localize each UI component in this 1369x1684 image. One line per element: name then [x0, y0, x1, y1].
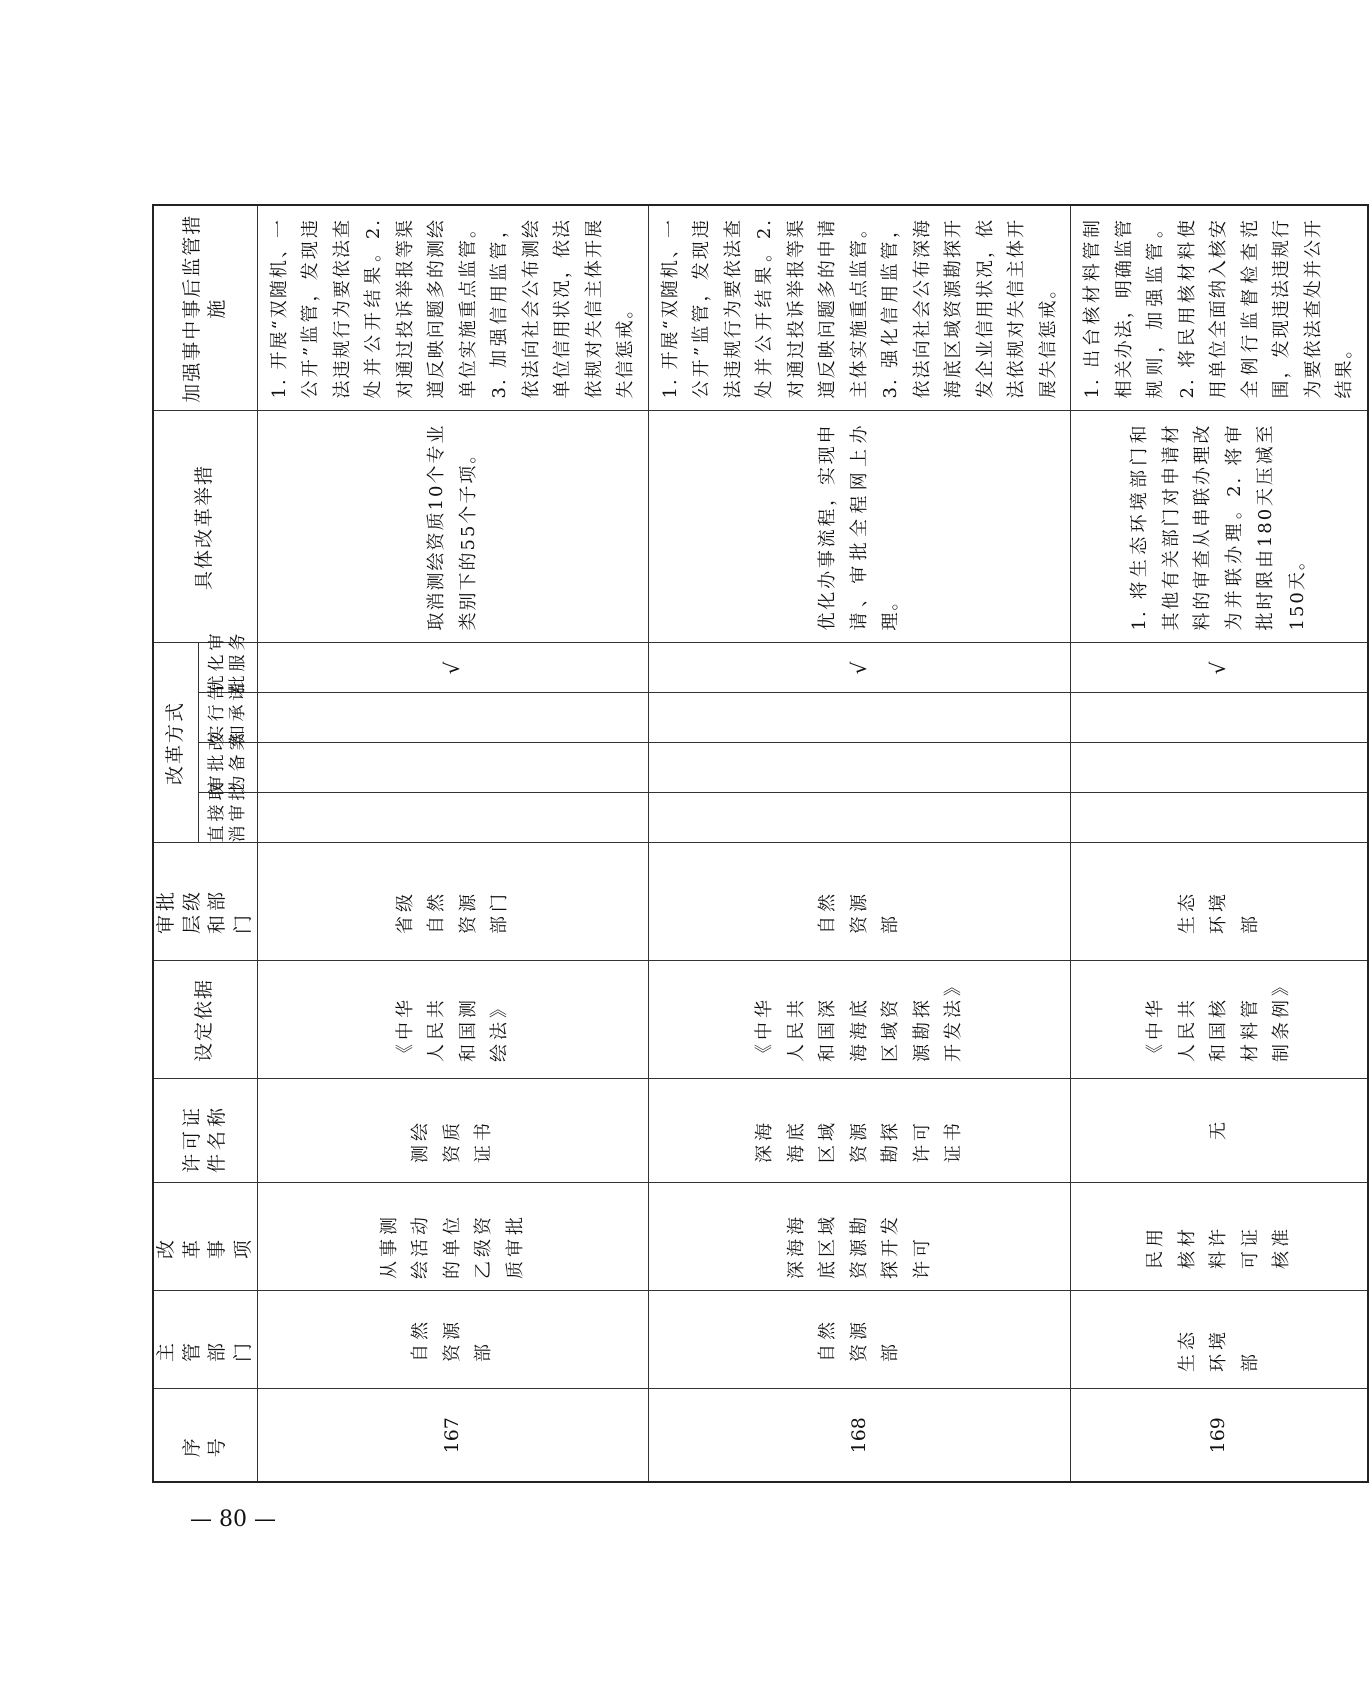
rotated-table-container: [152, 206, 1356, 1483]
header-method-record: 审批改为备案: [199, 743, 258, 793]
row-item: 从事测绘活动的单位乙级资质审批: [257, 1183, 648, 1291]
row-seq: 167: [257, 1389, 648, 1482]
row-basis: 《中华人民共和国深海海底区域资源勘探开发法》: [648, 961, 1071, 1079]
row-mark-optimize: √: [257, 643, 648, 693]
row-level: 自然资源部: [648, 843, 1071, 961]
header-seq: 序号: [153, 1389, 257, 1482]
row-level: 生态环境部: [1071, 843, 1368, 961]
row-mark-cancel: [1071, 793, 1368, 843]
row-mark-cancel: [648, 793, 1071, 843]
table-row: [1071, 205, 1368, 1482]
page-number: — 80 —: [190, 1507, 276, 1532]
row-supervision: 1. 出台核材料管制相关办法，明确监管规则，加强监管。2. 将民用核材料使用单位全面纳入核安全例行监督检查范围，发现违法违规行为要依法查处并公开结果。: [1071, 205, 1368, 411]
header-item: 改革事项: [153, 1183, 257, 1291]
row-measures: 取消测绘资质10个专业类别下的55个子项。: [257, 411, 648, 643]
table-row: [648, 205, 1071, 1482]
row-level: 省级自然资源部门: [257, 843, 648, 961]
row-basis: 《中华人民共和国测绘法》: [257, 961, 648, 1079]
row-license: 测绘资质证书: [257, 1079, 648, 1183]
row-mark-optimize: √: [648, 643, 1071, 693]
row-license: 深海海底区域资源勘探许可证书: [648, 1079, 1071, 1183]
row-mark-cancel: [257, 793, 648, 843]
row-supervision: 1. 开展“双随机、一公开”监管，发现违法违规行为要依法查处并公开结果。2. 对通过投诉举报等渠道反映问题多的申请主体实施重点监管。3. 强化信用监管，依法向社会公布深海海底区域资源勘探开发企业信用状况，依法依规对失信主体开展失信惩戒。: [648, 205, 1071, 411]
row-item: 民用核材料许可证核准: [1071, 1183, 1368, 1291]
row-seq: 168: [648, 1389, 1071, 1482]
row-seq: 169: [1071, 1389, 1368, 1482]
row-mark-commit: [648, 693, 1071, 743]
row-dept: 生态环境部: [1071, 1291, 1368, 1389]
row-mark-commit: [1071, 693, 1368, 743]
header-supervision: 加强事中事后监管措施: [153, 205, 257, 411]
header-method-optimize: 优化审批服务: [199, 643, 258, 693]
row-mark-record: [257, 743, 648, 793]
row-measures: 1. 将生态环境部门和其他有关部门对申请材料的审查从串联办理改为并联办理。2. 将审批时限由180天压减至150天。: [1071, 411, 1368, 643]
row-dept: 自然资源部: [648, 1291, 1071, 1389]
header-method: 改革方式: [153, 643, 199, 843]
row-mark-commit: [257, 693, 648, 743]
row-mark-record: [648, 743, 1071, 793]
row-dept: 自然资源部: [257, 1291, 648, 1389]
row-mark-optimize: √: [1071, 643, 1368, 693]
row-supervision: 1. 开展“双随机、一公开”监管，发现违法违规行为要依法查处并公开结果。2. 对通过投诉举报等渠道反映问题多的测绘单位实施重点监管。3. 加强信用监管，依法向社会公布测绘单位信用状况，依法依规对失信主体开展失信惩戒。: [257, 205, 648, 411]
table-row: [257, 205, 648, 1482]
row-measures: 优化办事流程，实现申请、审批全程网上办理。: [648, 411, 1071, 643]
row-mark-record: [1071, 743, 1368, 793]
header-level: 审批层级和部门: [153, 843, 257, 961]
header-method-commit: 实行告知承诺: [199, 693, 258, 743]
row-item: 深海海底区域资源勘探开发许可: [648, 1183, 1071, 1291]
header-dept: 主管部门: [153, 1291, 257, 1389]
reform-table: [152, 204, 1369, 1483]
header-method-cancel: 直接取消审批: [199, 793, 258, 843]
row-license: 无: [1071, 1079, 1368, 1183]
header-basis: 设定依据: [153, 961, 257, 1079]
header-measures: 具体改革举措: [153, 411, 257, 643]
row-basis: 《中华人民共和国核材料管制条例》: [1071, 961, 1368, 1079]
header-license: 许可证件名称: [153, 1079, 257, 1183]
